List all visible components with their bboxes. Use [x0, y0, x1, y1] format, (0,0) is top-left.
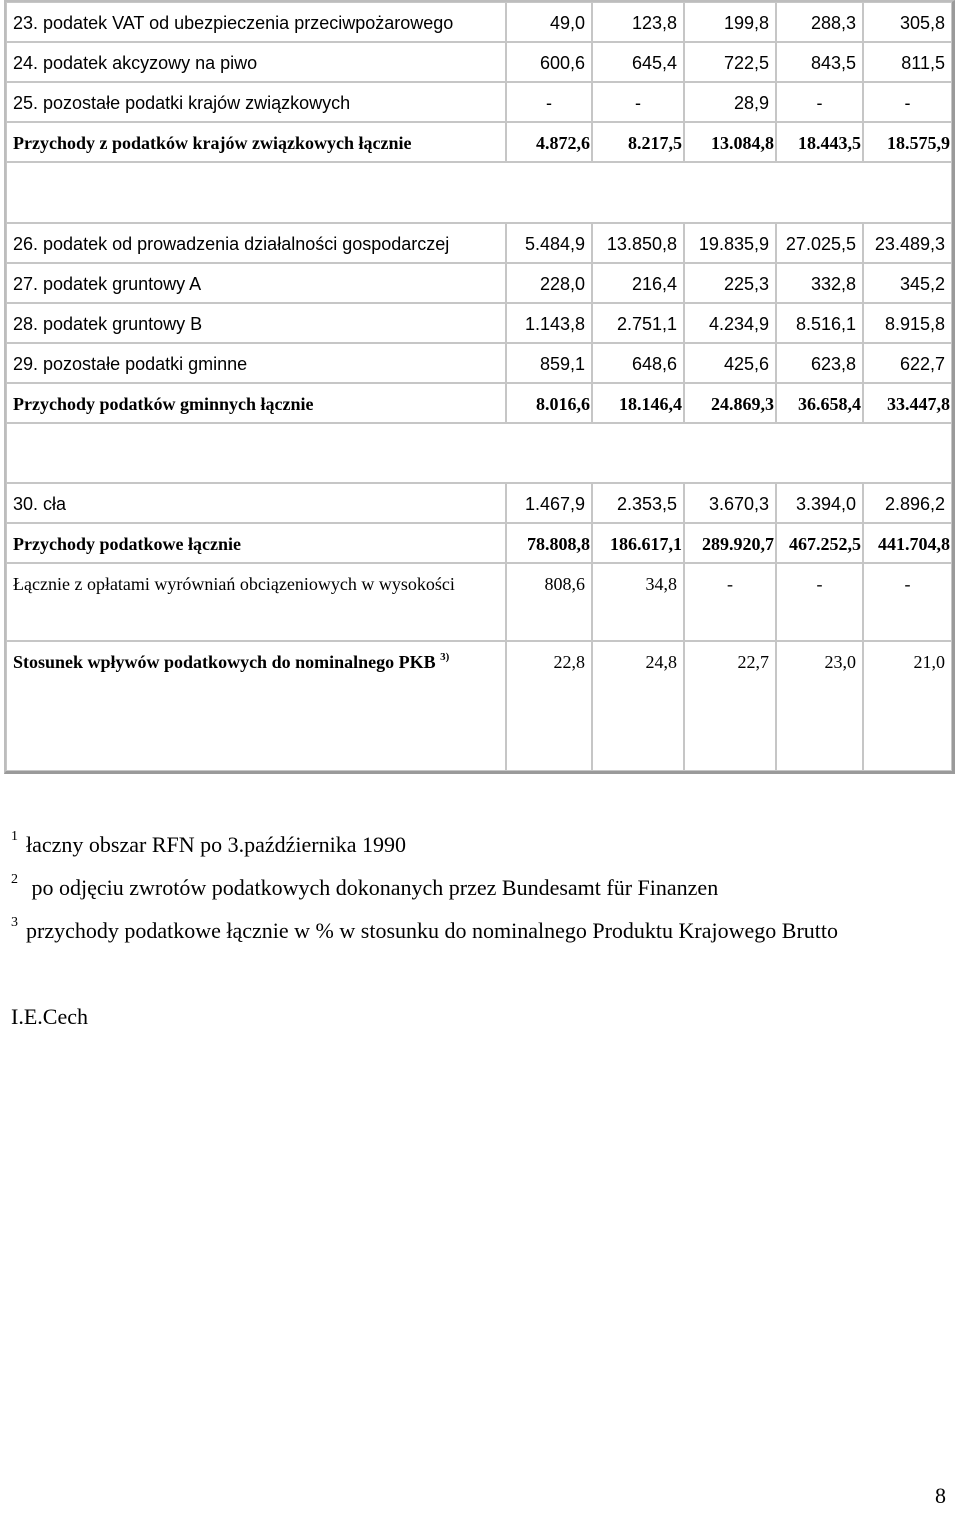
- cell-value: 8.516,1: [776, 303, 863, 343]
- cell-value: 305,8: [863, 2, 952, 42]
- cell-value: -: [506, 82, 592, 122]
- page-number: 8: [935, 1483, 946, 1508]
- cell-value: 811,5: [863, 42, 952, 82]
- cell-value: 22,7: [684, 641, 776, 771]
- row-label: 28. podatek gruntowy B: [6, 303, 506, 343]
- table-row: [6, 483, 952, 523]
- cell-value: 199,8: [684, 2, 776, 42]
- row-label: Przychody z podatków krajów związkowych łącznie: [6, 122, 506, 162]
- cell-value: 645,4: [592, 42, 684, 82]
- cell-value: 49,0: [506, 2, 592, 42]
- cell-value: 4.872,6: [506, 122, 592, 162]
- row-label: 29. pozostałe podatki gminne: [6, 343, 506, 383]
- cell-value: 8.016,6: [506, 383, 592, 423]
- cell-value: 19.835,9: [684, 223, 776, 263]
- cell-value: 1.467,9: [506, 483, 592, 523]
- cell-value: 228,0: [506, 263, 592, 303]
- cell-value: 33.447,8: [863, 383, 952, 423]
- cell-value: 808,6: [506, 563, 592, 641]
- cell-value: 23,0: [776, 641, 863, 771]
- cell-value: 289.920,7: [684, 523, 776, 563]
- table-row: [6, 2, 952, 42]
- cell-value: 18.575,9: [863, 122, 952, 162]
- footnote: [11, 915, 839, 944]
- row-label: 25. pozostałe podatki krajów związkowych: [6, 82, 506, 122]
- row-label: 30. cła: [6, 483, 506, 523]
- cell-value: 123,8: [592, 2, 684, 42]
- row-label: [6, 641, 506, 771]
- cell-value: 27.025,5: [776, 223, 863, 263]
- cell-value: 3.670,3: [684, 483, 776, 523]
- footnote-ref: 3): [440, 651, 450, 663]
- cell-value: 28,9: [684, 82, 776, 122]
- table-row: [6, 263, 952, 303]
- cell-value: 8.217,5: [592, 122, 684, 162]
- cell-value: 186.617,1: [592, 523, 684, 563]
- spacer-row: [6, 162, 952, 223]
- row-label: Przychody podatkowe łącznie: [6, 523, 506, 563]
- cell-value: 648,6: [592, 343, 684, 383]
- cell-value: 467.252,5: [776, 523, 863, 563]
- cell-value: 623,8: [776, 343, 863, 383]
- cell-value: 78.808,8: [506, 523, 592, 563]
- cell-value: 13.850,8: [592, 223, 684, 263]
- cell-value: 21,0: [863, 641, 952, 771]
- cell-value: 2.896,2: [863, 483, 952, 523]
- cell-value: -: [684, 563, 776, 641]
- tax-revenue-table: [4, 0, 955, 774]
- cell-value: 288,3: [776, 2, 863, 42]
- cell-value: 3.394,0: [776, 483, 863, 523]
- cell-value: 18.146,4: [592, 383, 684, 423]
- table-row: [6, 343, 952, 383]
- table-row: [6, 523, 952, 563]
- spacer-row: [6, 423, 952, 483]
- table-row: [6, 641, 952, 771]
- cell-value: -: [776, 563, 863, 641]
- cell-value: 5.484,9: [506, 223, 592, 263]
- row-label: 26. podatek od prowadzenia działalności gospodarczej: [6, 223, 506, 263]
- footnote: [11, 872, 719, 901]
- cell-value: 1.143,8: [506, 303, 592, 343]
- table-row: [6, 223, 952, 263]
- cell-value: 2.751,1: [592, 303, 684, 343]
- table-row: [6, 42, 952, 82]
- cell-value: 345,2: [863, 263, 952, 303]
- cell-value: 22,8: [506, 641, 592, 771]
- cell-value: 2.353,5: [592, 483, 684, 523]
- cell-value: -: [776, 82, 863, 122]
- cell-value: 18.443,5: [776, 122, 863, 162]
- cell-value: 859,1: [506, 343, 592, 383]
- footnote-text: łaczny obszar RFN po 3.paźdźiernika 1990: [26, 832, 406, 857]
- footnote: [11, 829, 406, 858]
- table-row: [6, 563, 952, 641]
- author-initials: I.E.Cech: [11, 1004, 88, 1029]
- cell-value: 23.489,3: [863, 223, 952, 263]
- cell-value: -: [863, 82, 952, 122]
- cell-value: 4.234,9: [684, 303, 776, 343]
- cell-value: 216,4: [592, 263, 684, 303]
- row-label: Łącznie z opłatami wyrówniań obciązeniowych w wysokości: [6, 563, 506, 641]
- footnote-text: przychody podatkowe łącznie w % w stosunku do nominalnego Produktu Krajowego Brutto: [26, 918, 839, 943]
- cell-value: 13.084,8: [684, 122, 776, 162]
- footnote-text: po odjęciu zwrotów podatkowych dokonanych przez Bundesamt für Finanzen: [26, 875, 719, 900]
- cell-value: 8.915,8: [863, 303, 952, 343]
- cell-value: -: [592, 82, 684, 122]
- footnote-number: 1: [11, 829, 18, 844]
- row-label-text: Stosunek wpływów podatkowych do nominalnego PKB: [13, 652, 436, 672]
- cell-value: 843,5: [776, 42, 863, 82]
- table-row: [6, 122, 952, 162]
- row-label: 23. podatek VAT od ubezpieczenia przeciwpożarowego: [6, 2, 506, 42]
- cell-value: -: [863, 563, 952, 641]
- cell-value: 332,8: [776, 263, 863, 303]
- cell-value: 600,6: [506, 42, 592, 82]
- cell-value: 24,8: [592, 641, 684, 771]
- cell-value: 722,5: [684, 42, 776, 82]
- cell-value: 225,3: [684, 263, 776, 303]
- table-row: [6, 383, 952, 423]
- cell-value: 34,8: [592, 563, 684, 641]
- table-row: [6, 82, 952, 122]
- row-label: Przychody podatków gminnych łącznie: [6, 383, 506, 423]
- cell-value: 425,6: [684, 343, 776, 383]
- cell-value: 441.704,8: [863, 523, 952, 563]
- cell-value: 622,7: [863, 343, 952, 383]
- footnote-number: 2: [11, 872, 18, 887]
- row-label: 24. podatek akcyzowy na piwo: [6, 42, 506, 82]
- cell-value: 24.869,3: [684, 383, 776, 423]
- footnote-number: 3: [11, 915, 18, 930]
- row-label: 27. podatek gruntowy A: [6, 263, 506, 303]
- table-row: [6, 303, 952, 343]
- cell-value: 36.658,4: [776, 383, 863, 423]
